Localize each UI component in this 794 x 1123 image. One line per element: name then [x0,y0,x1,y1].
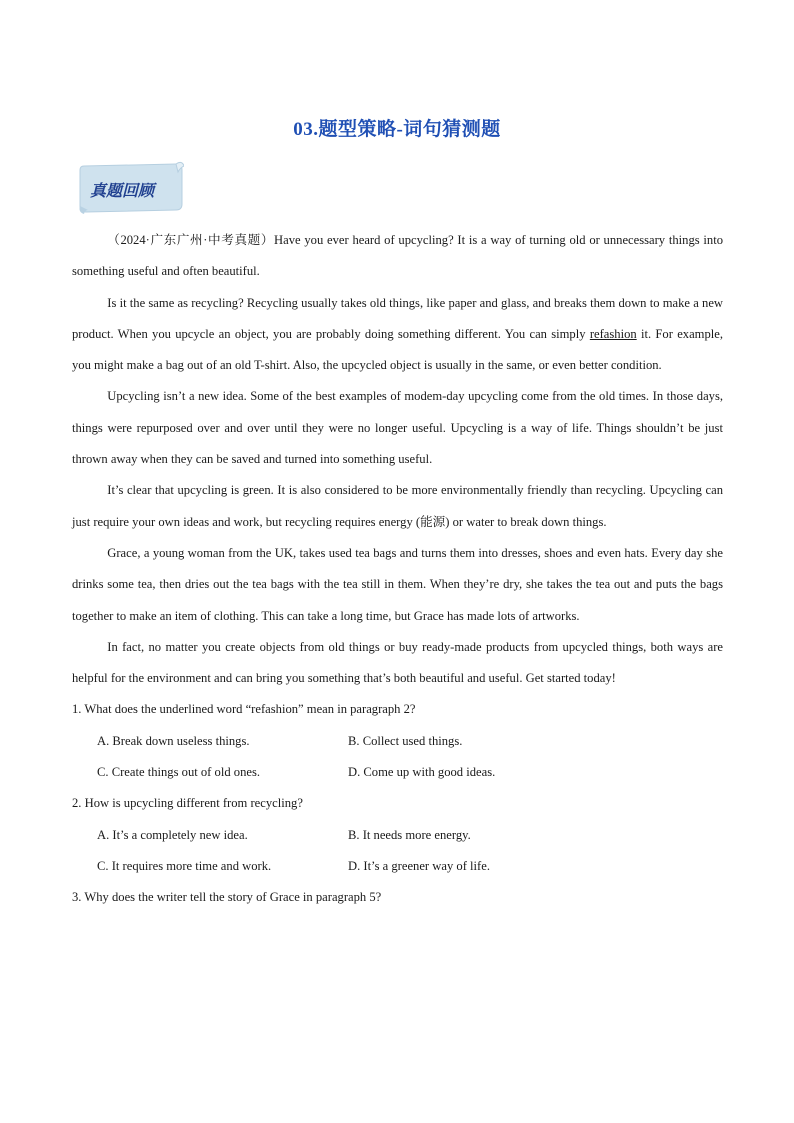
question-3-stem: 3. Why does the writer tell the story of Grace in paragraph 5? [72,890,382,905]
paragraph-3: Upcycling isn’t a new idea. Some of the best examples of modem-day upcycling come from the old times. In those days, things were repurposed over and over until they were no longer useful. Upcycling is a way of life. Things shouldn’t be just thrown away when they can be saved and turned into something useful. [72,389,723,467]
section-tag-label: 真题回顾 [90,181,155,200]
option-d: D. Come up with good ideas. [348,765,496,780]
option-b: B. Collect used things. [348,733,463,748]
underlined-word: refashion [589,326,637,341]
paragraph-5: Grace, a young woman from the UK, takes used tea bags and turns them into dresses, shoes and even hats. Every day she drinks some tea, then dries out the tea bags with the tea still in them. When they’re dry, she takes the tea out and puts the bags together to make an item of clothing. This can take a long time, but Grace has made lots of artworks. [72,545,723,623]
section-tag [76,160,184,214]
paragraph-1: （2024·广东广州·中考真题）Have you ever heard of upcycling? It is a way of turning old or unnecessary things into something useful and often beautiful. [72,233,723,279]
question-1-options [72,726,723,789]
option-a: A. It’s a completely new idea. [97,827,248,842]
option-a: A. Break down useless things. [97,733,250,748]
option-c: C. It requires more time and work. [97,858,272,873]
question-2-stem: 2. How is upcycling different from recycling? [72,796,303,811]
passage [72,225,723,914]
paragraph-6: In fact, no matter you create objects from old things or buy ready-made products from upcycled things, both ways are helpful for the environment and can bring you something that’s both beautiful and useful. Get started today! [72,639,723,686]
question-1-stem: 1. What does the underlined word “refashion” mean in paragraph 2? [72,702,416,717]
question-2-options [72,820,723,883]
paragraph-4: It’s clear that upcycling is green. It is also considered to be more environmentally friendly than recycling. Upcycling can just require your own ideas and work, but recycling requires energy (能源) or water to break down things. [72,483,723,529]
option-b: B. It needs more energy. [348,827,471,842]
option-c: C. Create things out of old ones. [97,765,260,780]
page-title: 03.题型策略-词句猜测题 [293,119,501,140]
paragraph-2: Is it the same as recycling? Recycling usually takes old things, like paper and glass, and breaks them down to make a new product. When you upcycle an object, you are probably doing something different. You can simply refashion it. For example, you might make a bag out of an old T-shirt. Also, the upcycled object is usually in the same, or even better condition. [72,295,723,373]
option-d: D. It’s a greener way of life. [348,858,490,873]
source-label: （2024·广东广州·中考真题） [107,233,275,247]
